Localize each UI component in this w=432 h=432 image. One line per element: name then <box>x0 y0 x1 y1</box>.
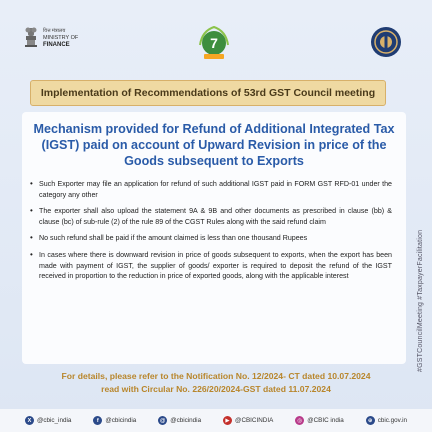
instagram-icon: ◎ <box>295 416 304 425</box>
ministry-line1: MINISTRY OF <box>43 35 79 41</box>
social-label: cbic.gov.in <box>377 417 407 424</box>
list-item: • The exporter shall also upload the statement 9A & 9B and other documents as prescribed in clause (bb) & clause (bc) of sub-rule (2) of the rule 89 of the CGST Rules along with the said refund claim <box>30 206 392 227</box>
youtube-icon: ▶ <box>223 416 232 425</box>
social-bar <box>0 409 432 432</box>
hashtag-side-label: #GSTCouncilMeeting #TaxpayerFacilitation <box>417 229 424 372</box>
list-item: • In cases where there is downward revision in price of goods subsequent to exports, when the export has been made with payment of IGST, the supplier of goods/ exporter is required to deposit the refund of the IGST received in proportion to the reduction in price of exported goods, along with the applicable interest <box>30 250 392 282</box>
anniversary-badge-icon <box>197 23 231 63</box>
social-label: @CBICINDIA <box>235 417 274 424</box>
main-heading: Mechanism provided for Refund of Additional Integrated Tax (IGST) paid on account of Upward Revision in price of the Goods subsequent to Exports <box>33 122 395 168</box>
ministry-label <box>43 28 78 49</box>
social-label: @CBIC india <box>307 417 344 424</box>
ministry-line2: FINANCE <box>43 42 70 48</box>
national-emblem-icon <box>24 26 38 48</box>
ministry-hindi: वित्त मंत्रालय <box>43 28 66 34</box>
social-link-youtube[interactable] <box>223 416 273 425</box>
social-link-facebook[interactable] <box>93 416 136 425</box>
anniversary-number: 7 <box>210 35 218 51</box>
list-item: • No such refund shall be paid if the amount claimed is less than one thousand Rupees <box>30 233 392 244</box>
x-twitter-icon: X <box>25 416 34 425</box>
social-label: @cbicindia <box>170 417 202 424</box>
list-item: • Such Exporter may file an application for refund of such additional IGST paid in FORM GST RFD-01 under the category any other <box>30 179 392 200</box>
social-link-website[interactable] <box>366 416 407 425</box>
threads-icon: @ <box>160 417 166 424</box>
bullet-list <box>30 179 392 288</box>
cbic-logo-icon <box>370 26 402 58</box>
globe-icon: ⊕ <box>366 416 375 425</box>
reference-notice <box>0 370 432 396</box>
notice-line1: For details, please refer to the Notification No. 12/2024- CT dated 10.07.2024 <box>61 371 371 381</box>
title-banner: Implementation of Recommendations of 53rd GST Council meeting <box>30 80 386 106</box>
social-label: @cbicindia <box>105 417 137 424</box>
notice-line2: read with Circular No. 226/20/2024-GST dated 11.07.2024 <box>101 384 331 394</box>
header <box>0 0 432 74</box>
social-link-instagram[interactable] <box>295 416 344 425</box>
facebook-icon: f <box>93 416 102 425</box>
social-link-threads[interactable] <box>158 416 201 425</box>
social-link-x[interactable] <box>25 416 71 425</box>
social-label: @cbic_india <box>36 417 72 424</box>
